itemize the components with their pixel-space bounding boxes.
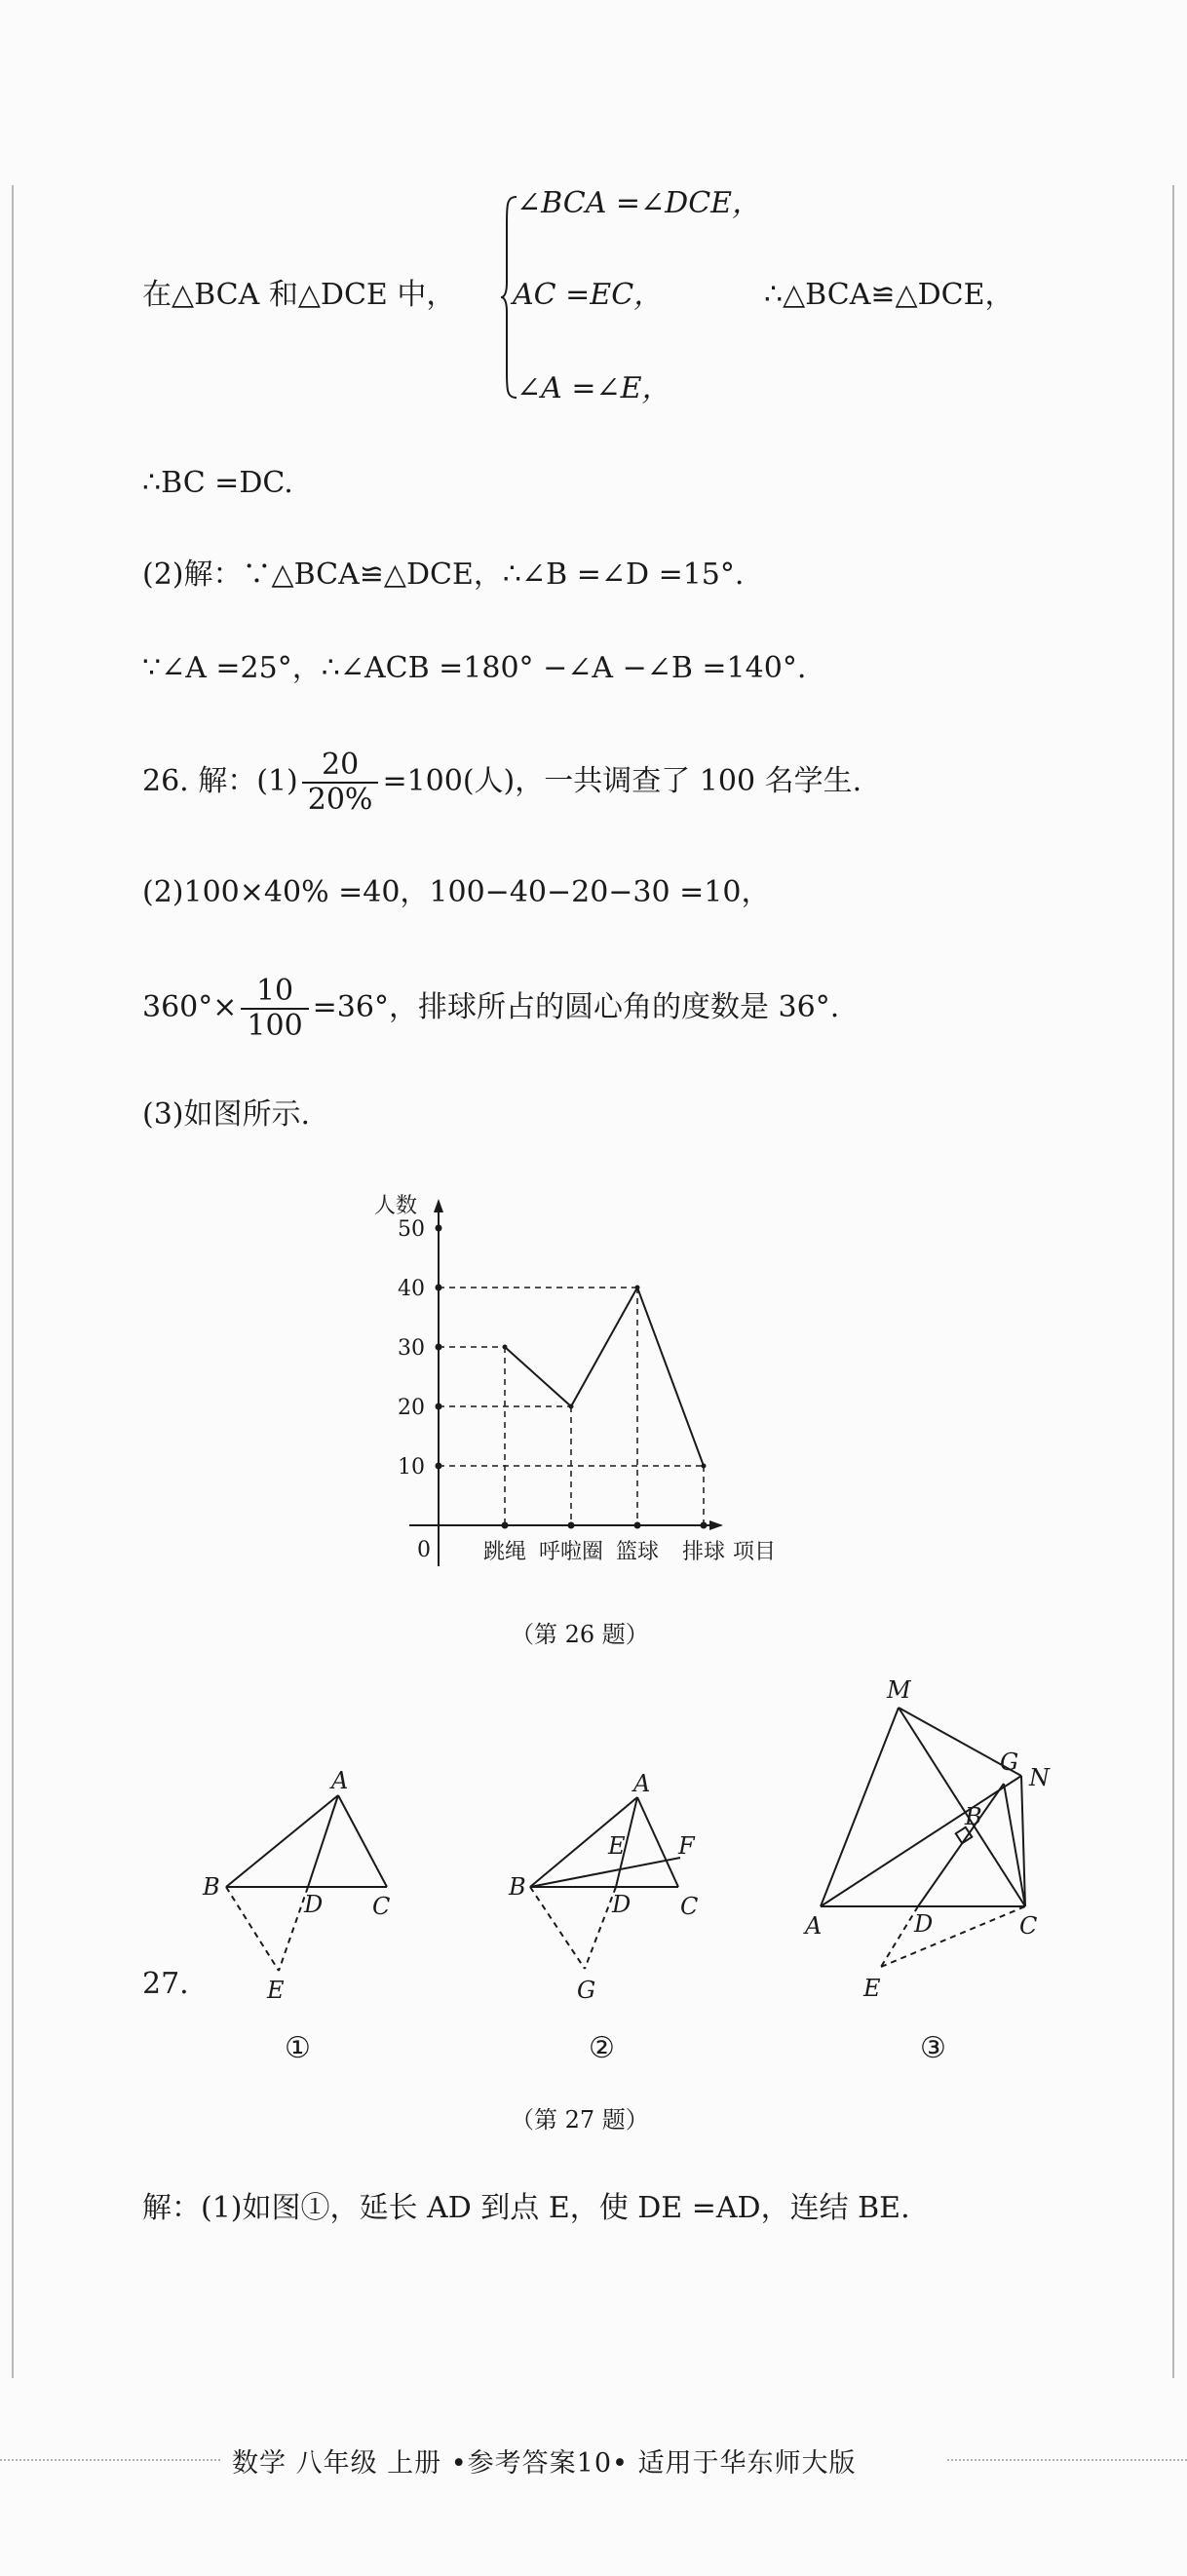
s27-caption: （第 27 题） [511, 2106, 649, 2134]
s26-frac2-den: 100 [247, 1009, 303, 1043]
s25-line3: (2)解：∵△BCA≌△DCE，∴∠B =∠D =15°. [142, 557, 745, 592]
line-chart [361, 1179, 828, 1589]
figure-2 [497, 1754, 721, 2008]
x-tick-label-1: 呼啦圈 [539, 1540, 604, 1564]
fig3-label-M: M [887, 1676, 911, 1704]
fig3-number: ③ [920, 2031, 946, 2065]
fig1-label-B: B [203, 1873, 220, 1901]
fig2-number: ② [589, 2031, 615, 2065]
origin-label: 0 [417, 1538, 431, 1562]
fig1-label-A: A [331, 1767, 349, 1794]
s26-line3 [142, 975, 839, 1043]
y-tick-label-20: 20 [398, 1396, 425, 1420]
s25-line1-prefix: 在△BCA 和△DCE 中， [142, 278, 456, 312]
s25-cond3: ∠A =∠E， [517, 371, 671, 405]
data-point-0 [503, 1345, 508, 1350]
y-tick-label-10: 10 [398, 1455, 425, 1480]
s25-cond2: AC =EC， [513, 278, 664, 312]
data-point-2 [635, 1286, 640, 1290]
fig3-label-E: E [863, 1975, 881, 2002]
s26-line3-suffix: =36°，排球所占的圆心角的度数是 36°. [312, 990, 840, 1024]
x-tick-dot-2 [634, 1522, 641, 1529]
x-tick-label-3: 排球 [682, 1540, 726, 1564]
fig3-label-C: C [1019, 1912, 1038, 1940]
x-tick-dot-1 [568, 1522, 575, 1529]
s25-conclusion: ∴△BCA≌△DCE， [764, 278, 1015, 312]
y-axis-arrow [434, 1199, 443, 1212]
y-tick-label-40: 40 [398, 1277, 425, 1301]
fig1-label-E: E [267, 1977, 285, 2004]
s26-suffix: =100(人)，一共调查了 100 名学生. [382, 764, 862, 798]
footer-dots-right [947, 2459, 1187, 2461]
fig3-label-N: N [1029, 1764, 1050, 1791]
fig3-label-B: B [965, 1803, 982, 1830]
fig2-label-D: D [612, 1891, 632, 1918]
fig1-number: ① [285, 2031, 311, 2065]
footer-text: 数学 八年级 上册 •参考答案10• 适用于华东师大版 [232, 2448, 857, 2479]
s26-frac1-num: 20 [302, 749, 379, 784]
x-tick-dot-3 [701, 1522, 708, 1529]
s26-fraction2 [241, 975, 308, 1043]
fig3-label-D: D [914, 1910, 934, 1938]
s25-line4: ∵∠A =25°，∴∠ACB =180° −∠A −∠B =140°. [142, 651, 807, 685]
fig3-label-G: G [1000, 1749, 1019, 1776]
x-tick-label-2: 篮球 [616, 1540, 660, 1564]
s26-line4: (3)如图所示. [142, 1097, 311, 1132]
s25-line2: ∴BC =DC. [142, 466, 293, 500]
x-axis-arrow [709, 1520, 723, 1530]
footer-dots-left [0, 2459, 220, 2461]
fig1-label-C: C [372, 1893, 391, 1920]
s26-line1 [142, 749, 862, 817]
fig3-label-A: A [805, 1912, 823, 1940]
x-tick-dot-0 [502, 1522, 509, 1529]
y-tick-label-50: 50 [398, 1217, 425, 1242]
y-tick-dot-50 [436, 1225, 442, 1232]
s26-frac1-den: 20% [307, 783, 373, 817]
figure-3 [799, 1657, 1091, 2008]
s26-line2: (2)100×40% =40，100−40−20−30 =10， [142, 875, 771, 909]
fig2-label-E: E [608, 1832, 626, 1860]
fig1-label-D: D [304, 1891, 324, 1918]
x-axis-label: 项目 [733, 1540, 777, 1564]
s26-prefix: 26. 解：(1) [142, 764, 298, 798]
data-point-1 [569, 1404, 574, 1409]
s26-fraction1 [302, 749, 379, 817]
s26-frac2-num: 10 [241, 975, 308, 1010]
fig2-label-G: G [577, 1977, 596, 2004]
right-margin-line [1172, 185, 1174, 2378]
x-tick-label-0: 跳绳 [483, 1540, 527, 1564]
s25-cond1: ∠BCA =∠DCE， [517, 186, 762, 220]
s27-answer: 解：(1)如图①，延长 AD 到点 E，使 DE =AD，连结 BE. [142, 2191, 910, 2225]
s26-caption: （第 26 题） [511, 1621, 649, 1648]
s27-label: 27. [142, 1967, 189, 2001]
fig2-label-A: A [633, 1770, 651, 1797]
left-margin-line [12, 185, 14, 2378]
y-axis-label: 人数 [374, 1194, 418, 1218]
data-point-3 [702, 1464, 707, 1469]
fig2-label-F: F [678, 1832, 695, 1860]
figure-1 [195, 1754, 419, 2008]
fig2-label-C: C [680, 1893, 699, 1920]
data-line [505, 1288, 704, 1466]
fig2-label-B: B [509, 1873, 526, 1901]
y-tick-label-30: 30 [398, 1336, 425, 1361]
s26-line3-prefix: 360°× [142, 990, 238, 1024]
